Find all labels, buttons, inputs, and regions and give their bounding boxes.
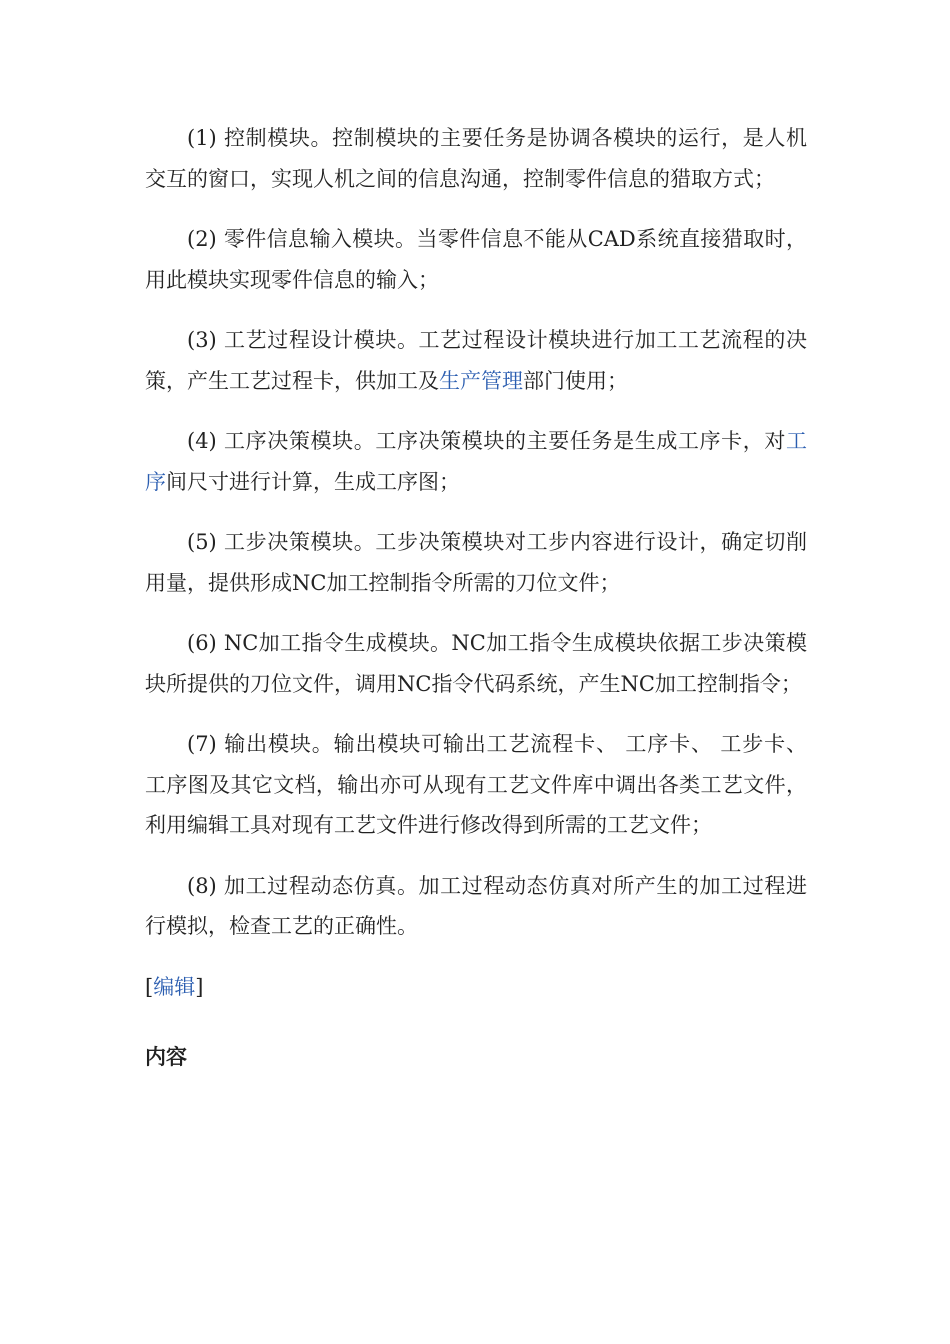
module-item-nc-generation [145,623,807,704]
module-item-process-design [145,320,807,401]
edit-link[interactable]: 编辑 [153,974,196,999]
paragraph-text-after: 间尺寸进行计算，生成工序图； [166,469,460,494]
paragraph-text: (2) 零件信息输入模块。当零件信息不能从CAD系统直接猎取时，用此模块实现零件信息的输入； [145,227,807,292]
paragraph-text: (1) 控制模块。控制模块的主要任务是协调各模块的运行，是人机交互的窗口，实现人机之间的信息沟通，控制零件信息的猎取方式； [145,126,807,191]
module-item-part-input [145,219,807,300]
module-item-output [145,724,807,846]
module-item-step-decision [145,522,807,603]
paragraph-text-before: (4) 工序决策模块。工序决策模块的主要任务是生成工序卡，对 [187,429,786,453]
paragraph-text: (5) 工步决策模块。工步决策模块对工步内容进行设计，确定切削用量，提供形成NC加工控制指令所需的刀位文件； [145,530,807,595]
module-item-control [145,118,807,199]
paragraph-text-after: 部门使用； [523,368,628,393]
edit-section-link-wrapper [145,967,807,1008]
production-management-link[interactable]: 生产管理 [439,368,523,393]
section-heading-content: 内容 [145,1045,187,1069]
paragraph-text-before: (3) 工艺过程设计模块。工艺过程设计模块进行加工工艺流程的决策，产生工艺过程卡，供加工及 [145,328,807,393]
article-body [145,118,807,1077]
paragraph-text: (6) NC加工指令生成模块。NC加工指令生成模块依据工步决策模块所提供的刀位文件，调用NC指令代码系统，产生NC加工控制指令； [145,631,807,696]
operation-link[interactable]: 工序 [145,429,807,494]
edit-close-bracket: ] [195,974,204,999]
module-item-simulation [145,866,807,947]
module-item-operation-decision [145,421,807,502]
paragraph-text: (7) 输出模块。输出模块可输出工艺流程卡、 工序卡、 工步卡、 工序图及其它文档，输出亦可从现有工艺文件库中调出各类工艺文件，利用编辑工具对现有工艺文件进行修改得到所需的工艺文件； [145,732,807,837]
edit-open-bracket: [ [145,974,154,999]
paragraph-text: (8) 加工过程动态仿真。加工过程动态仿真对所产生的加工过程进行模拟，检查工艺的正确性。 [145,873,807,938]
